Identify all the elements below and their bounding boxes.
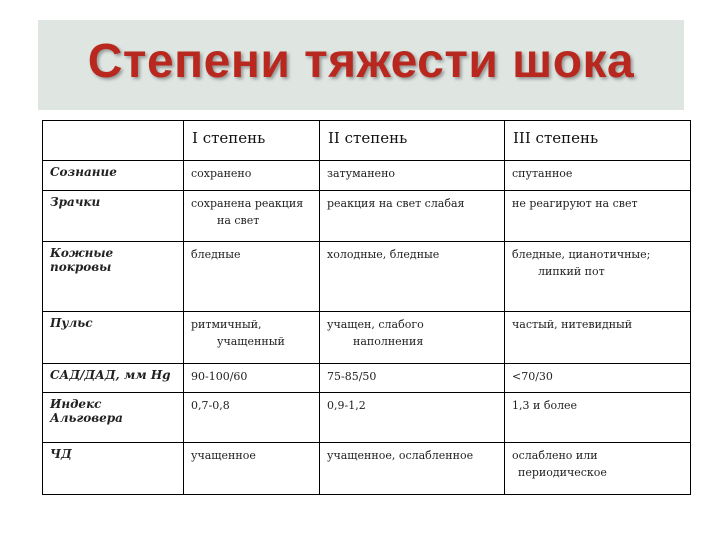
- table-cell: не реагируют на свет: [505, 191, 691, 242]
- table-row: [43, 393, 691, 443]
- table-cell: частый, нитевидный: [505, 312, 691, 364]
- table-cell: ритмичный, учащенный: [184, 312, 320, 364]
- table-row: [43, 443, 691, 495]
- row-label: Индекс Альговера: [43, 393, 184, 443]
- table-cell: бледные: [184, 242, 320, 312]
- table-cell: сохранено: [184, 161, 320, 191]
- row-label: Кожные покровы: [43, 242, 184, 312]
- table-cell: затуманено: [320, 161, 505, 191]
- table-row: [43, 242, 691, 312]
- table-cell: учащенное: [184, 443, 320, 495]
- table-cell: 0,9-1,2: [320, 393, 505, 443]
- table-row: [43, 312, 691, 364]
- shock-severity-table: [42, 120, 691, 495]
- row-label: ЧД: [43, 443, 184, 495]
- row-label: Сознание: [43, 161, 184, 191]
- title-banner: [38, 20, 684, 110]
- table-row: [43, 364, 691, 393]
- header-cell-degree-1: I степень: [184, 121, 320, 161]
- page-title: Степени тяжести шока: [87, 35, 635, 88]
- table-cell: сохранена реакция на свет: [184, 191, 320, 242]
- table-cell: спутанное: [505, 161, 691, 191]
- table-cell: 1,3 и более: [505, 393, 691, 443]
- table-cell: ослаблено или периодическое: [505, 443, 691, 495]
- row-label: Зрачки: [43, 191, 184, 242]
- table-cell: <70/30: [505, 364, 691, 393]
- table-cell: бледные, цианотичные; липкий пот: [505, 242, 691, 312]
- table-cell: учащенное, ослабленное: [320, 443, 505, 495]
- row-label: Пульс: [43, 312, 184, 364]
- table-cell: учащен, слабого наполнения: [320, 312, 505, 364]
- table-cell: холодные, бледные: [320, 242, 505, 312]
- table-cell: 75-85/50: [320, 364, 505, 393]
- table-cell: 90-100/60: [184, 364, 320, 393]
- header-cell-degree-3: III степень: [505, 121, 691, 161]
- header-row: [43, 121, 691, 161]
- table-row: [43, 161, 691, 191]
- header-cell-empty: [43, 121, 184, 161]
- header-cell-degree-2: II степень: [320, 121, 505, 161]
- table-row: [43, 191, 691, 242]
- table-cell: 0,7-0,8: [184, 393, 320, 443]
- row-label: САД/ДАД, мм Hg: [43, 364, 184, 393]
- table-cell: реакция на свет слабая: [320, 191, 505, 242]
